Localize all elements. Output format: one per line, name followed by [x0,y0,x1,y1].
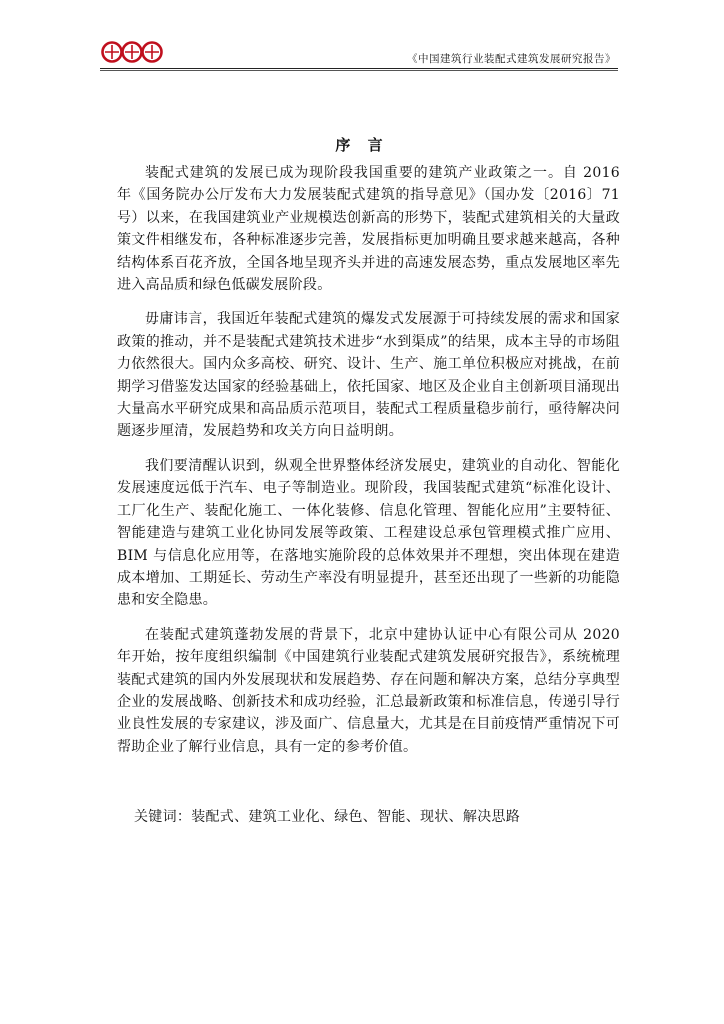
report-title: 《中国建筑行业装配式建筑发展研究报告》 [407,53,616,65]
company-logo-icon [100,40,164,64]
paragraph: 毋庸讳言，我国近年装配式建筑的爆发式发展源于可持续发展的需求和国家政策的推动，并不是装配式建筑技术进步“水到渠成”的结果，成本主导的市场阻力依然很大。国内众多高校、研究、设计、生产、施工单位积极应对挑战，在前期学习借鉴发达国家的经验基础上，依托国家、地区及企业自主创新项目涌现出大量高水平研究成果和高品质示范项目，装配式工程质量稳步前行，亟待解决问题逐步厘清，发展趋势和攻关方向日益明朗。 [117,311,620,440]
page-title: 序 言 [335,136,389,154]
paragraph: 装配式建筑的发展已成为现阶段我国重要的建筑产业政策之一。自 2016 年《国务院办公厅发布大力发展装配式建筑的指导意见》（国办发〔2016〕71 号）以来，在我国建筑业产业规模迭创新高的形势下，装配式建筑相关的大量政策文件相继发布，各种标准逐步完善，发展指标更加明确且要求越来越高，各种结构体系百花齐放，全国各地呈现齐头并进的高速发展态势，重点发展地区率先进入高品质和绿色低碳发展阶段。 [117,165,620,294]
keywords: 关键词：装配式、建筑工业化、绿色、智能、现状、解决思路 [134,809,521,825]
preface-body [117,162,620,770]
paragraph: 我们要清醒认识到，纵观全世界整体经济发展史，建筑业的自动化、智能化发展速度远低于汽车、电子等制造业。现阶段，我国装配式建筑“标准化设计、工厂化生产、装配化施工、一体化装修、信息化管理、智能化应用”主要特征、智能建造与建筑工业化协同发展等政策、工程建设总承包管理模式推广应用、BIM 与信息化应用等，在落地实施阶段的总体效果并不理想，突出体现在建造成本增加、工期延长、劳动生产率没有明显提升，甚至还出现了一些新的功能隐患和安全隐患。 [117,457,620,609]
header-divider [100,68,618,71]
paragraph: 在装配式建筑蓬勃发展的背景下，北京中建协认证中心有限公司从 2020 年开始，按年度组织编制《中国建筑行业装配式建筑发展研究报告》，系统梳理装配式建筑的国内外发展现状和发展趋势、存在问题和解决方案，总结分享典型企业的发展战略、创新技术和成功经验，汇总最新政策和标准信息，传递引导行业良性发展的专家建议，涉及面广、信息量大，尤其是在目前疫情严重情况下可帮助企业了解行业信息，具有一定的参考价值。 [117,626,620,755]
page-header [100,38,618,70]
